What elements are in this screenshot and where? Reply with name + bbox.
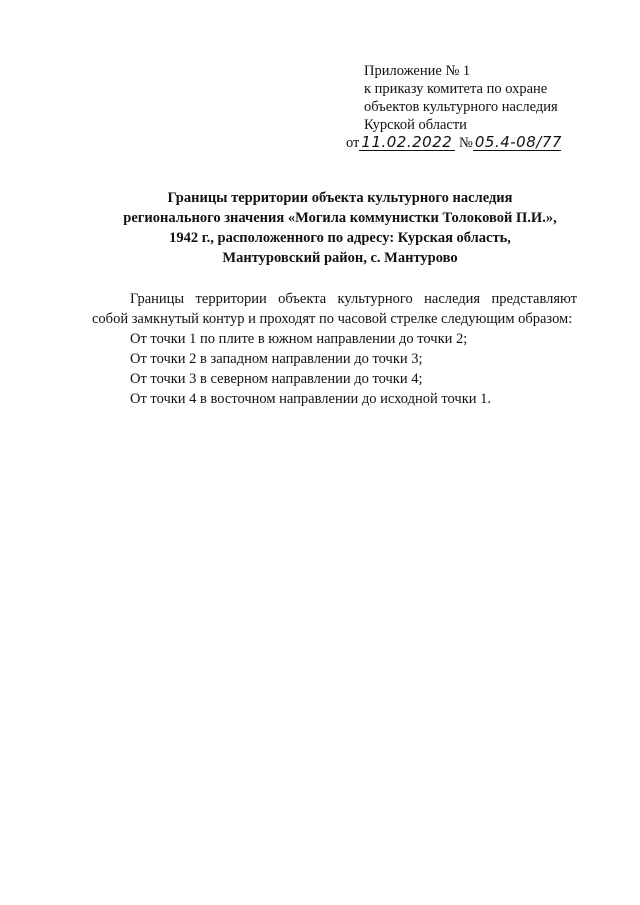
intro-paragraph: Границы территории объекта культурного наследия представляют собой замкнутый контур и проходят по часовой стрелке следующим образом: bbox=[92, 291, 577, 327]
title-line: 1942 г., расположенного по адресу: Курская область, bbox=[169, 230, 511, 246]
boundary-item: От точки 2 в западном направлении до точки 3; bbox=[130, 351, 423, 367]
order-number-handwritten: 05.4-08/77 bbox=[474, 133, 562, 151]
order-prefix: от bbox=[346, 135, 360, 151]
title-line: Границы территории объекта культурного наследия bbox=[167, 190, 513, 206]
appendix-line: Курской области bbox=[364, 117, 467, 133]
document-body bbox=[92, 289, 577, 409]
title-line: регионального значения «Могила коммунистки Толоковой П.И.», bbox=[123, 210, 557, 226]
order-date-handwritten: 11.02.2022 bbox=[359, 135, 455, 151]
title-line: Мантуровский район, с. Мантурово bbox=[222, 250, 458, 266]
order-number-prefix: № bbox=[459, 135, 473, 151]
appendix-line: Приложение № 1 bbox=[364, 63, 471, 79]
order-reference bbox=[346, 134, 561, 152]
appendix-line: объектов культурного наследия bbox=[364, 99, 558, 115]
appendix-header bbox=[364, 62, 558, 134]
boundary-item: От точки 1 по плите в южном направлении до точки 2; bbox=[130, 331, 468, 347]
boundary-item: От точки 3 в северном направлении до точки 4; bbox=[130, 371, 423, 387]
boundary-item: От точки 4 в восточном направлении до исходной точки 1. bbox=[130, 391, 492, 407]
appendix-line: к приказу комитета по охране bbox=[364, 81, 548, 97]
document-title bbox=[80, 188, 600, 268]
